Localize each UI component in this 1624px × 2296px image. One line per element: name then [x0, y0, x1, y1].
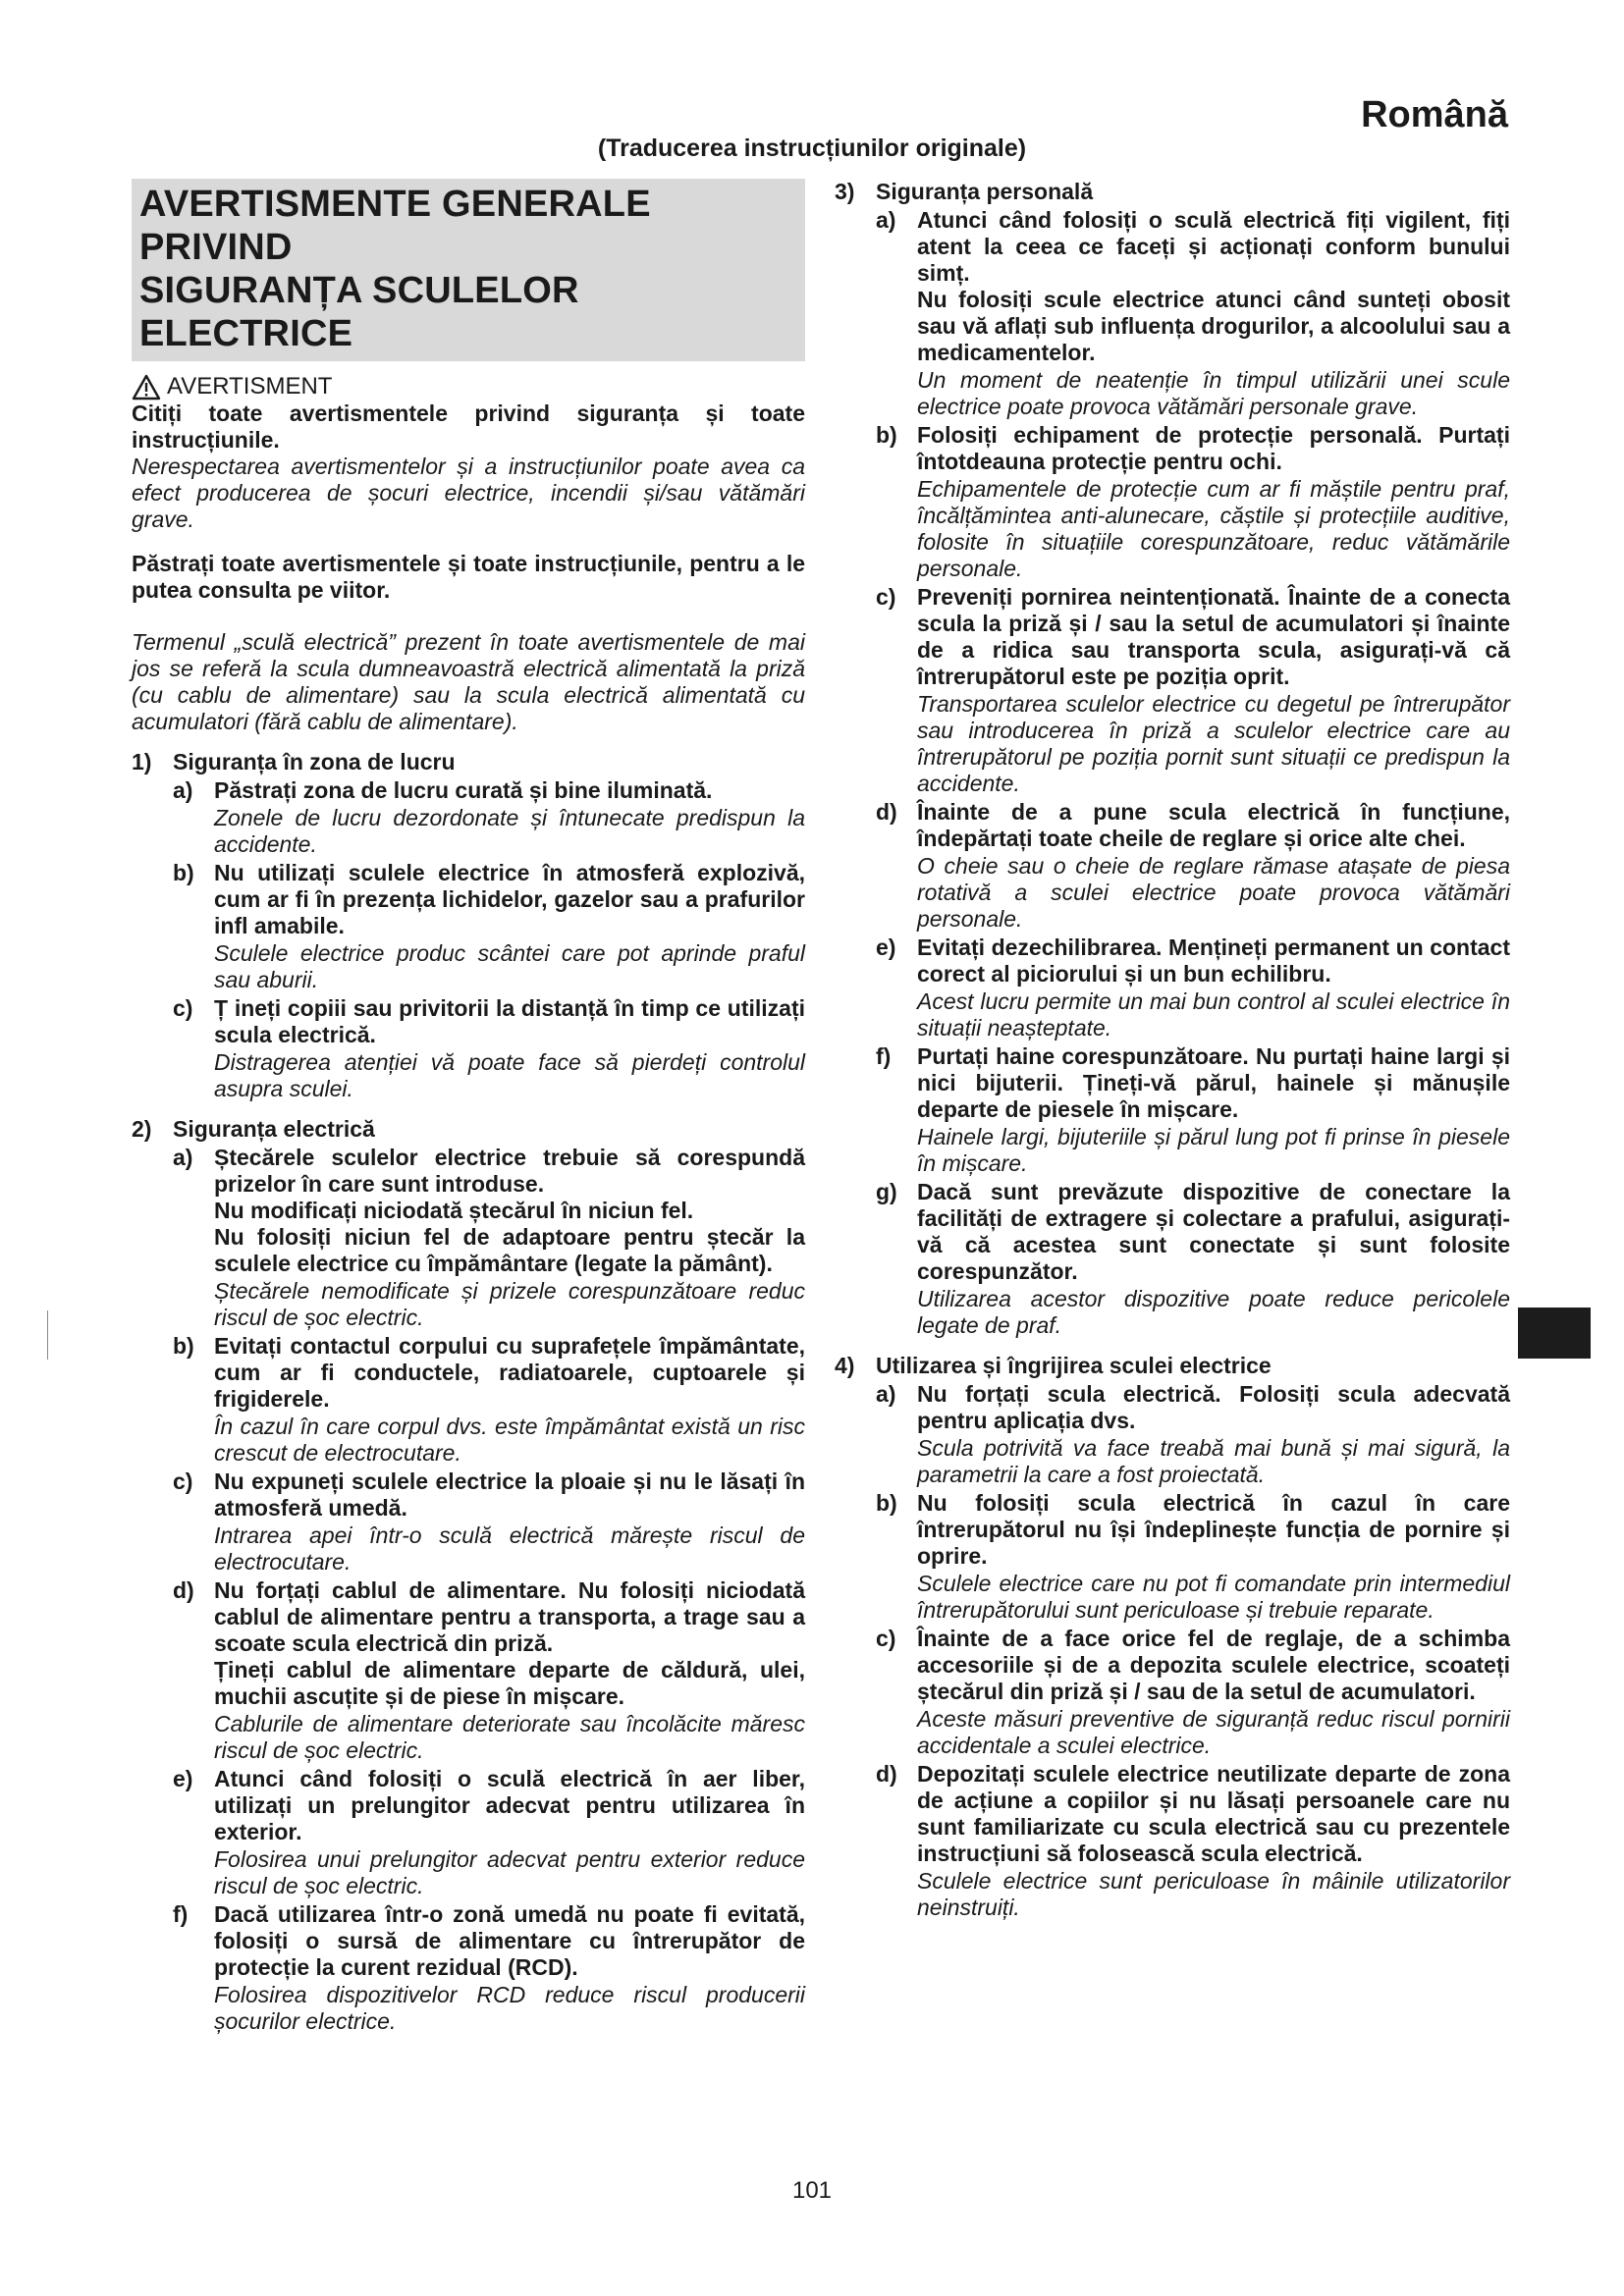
item-rule: Nu folosiți scula electrică în cazul în care întrerupătorul nu își îndeplinește funcția de pornire și oprire. [917, 1490, 1510, 1569]
item-rule: Înainte de a face orice fel de reglaje, de a schimba accesoriile și de a depozita sculele electrice, scoateți ștecărul din priză și / sau de la setul de acumulatori. [917, 1626, 1510, 1704]
section-number: 4) [835, 1353, 855, 1378]
item-note: Utilizarea acestor dispozitive poate reduce pericolele legate de praf. [917, 1286, 1510, 1338]
item-marker: d) [876, 1761, 897, 1787]
list-item [835, 799, 1510, 933]
item-rule: Evitați dezechilibrarea. Mențineți permanent un contact corect al piciorului și un bun echilibru. [917, 934, 1510, 987]
language-tab-marker [1518, 1308, 1591, 1359]
section-title: Siguranța personală [876, 179, 1094, 204]
item-note: Intrarea apei într-o sculă electrică mărește riscul de electrocutare. [214, 1522, 805, 1575]
item-marker: c) [173, 1468, 193, 1494]
term-definition: Termenul „sculă electrică” prezent în toate avertismentele de mai jos se referă la scula dumneavoastră electrică alimentată la priză (cu cablu de alimentare) sau la scula electrică alimentată cu acumulatori (fără cablu de alimentare). [132, 629, 805, 734]
item-note: Un moment de neatenție în timpul utilizării unei scule electrice poate provoca vătămări personale grave. [917, 367, 1510, 419]
item-marker: e) [876, 934, 896, 960]
item-note: Scula potrivită va face treabă mai bună și mai sigură, la parametrii la care a fost proiectată. [917, 1435, 1510, 1487]
list-item [835, 584, 1510, 797]
section-number: 3) [835, 179, 855, 204]
item-marker: c) [876, 584, 896, 610]
warning-heading [132, 373, 805, 400]
language-label: Română [1361, 94, 1508, 135]
item-marker: b) [173, 860, 194, 885]
item-note: Folosirea unui prelungitor adecvat pentru exterior reduce riscul de șoc electric. [214, 1846, 805, 1898]
item-marker: a) [173, 1145, 193, 1170]
list-item [132, 1901, 805, 2035]
list-item [132, 860, 805, 993]
page-number: 101 [791, 2177, 833, 2204]
left-column [132, 179, 805, 2035]
item-rule: Preveniți pornirea neintenționată. Înainte de a conecta scula la priză și / sau la setul de acumulatori și înainte de a ridica sau transporta scula, asigurați-vă că întrerupătorul este pe poziția oprit. [917, 584, 1510, 689]
item-rule: Nu forțați scula electrică. Folosiți scula adecvată pentru aplicația dvs. [917, 1381, 1510, 1433]
warning-label: AVERTISMENT [167, 373, 333, 400]
item-rule: Înainte de a pune scula electrică în funcțiune, îndepărtați toate cheile de reglare și orice alte chei. [917, 799, 1510, 851]
item-marker: d) [173, 1577, 194, 1603]
item-rule: Nu forțați cablul de alimentare. Nu folosiți niciodată cablul de alimentare pentru a transporta, a trage sau a scoate scula electrică din priză. [214, 1577, 805, 1656]
right-column [835, 179, 1510, 1921]
list-item [835, 934, 1510, 1041]
item-marker: f) [876, 1043, 892, 1069]
warning-triangle-icon [132, 374, 161, 400]
item-note: Echipamentele de protecție cum ar fi măștile pentru praf, încălțămintea anti-alunecare, căștile și protecțiile auditive, folosite în situațiile corespunzătoare, reduc vătămările personale. [917, 476, 1510, 581]
item-rule: Atunci când folosiți o sculă electrică în aer liber, utilizați un prelungitor adecvat pentru utilizarea în exterior. [214, 1766, 805, 1844]
item-rule: Ț ineți copiii sau privitorii la distanță în timp ce utilizați scula electrică. [214, 995, 805, 1047]
list-item [835, 1381, 1510, 1488]
section-number: 2) [132, 1116, 152, 1142]
item-note: Sculele electrice care nu pot fi comandate prin intermediul întrerupătorului sunt periculoase și trebuie reparate. [917, 1571, 1510, 1623]
item-marker: g) [876, 1179, 897, 1204]
list-item [835, 1761, 1510, 1921]
item-rule-2: Nu modificați niciodată ștecărul în niciun fel. [214, 1198, 694, 1223]
list-item [835, 422, 1510, 582]
item-rule-2: Nu folosiți scule electrice atunci când sunteți obosit sau vă aflați sub influența drogurilor, a alcoolului sau a medicamentelor. [917, 287, 1510, 365]
item-marker: a) [876, 1381, 896, 1407]
item-rule: Dacă utilizarea într-o zonă umedă nu poate fi evitată, folosiți o sursă de alimentare cu întrerupător de protecție la curent rezidual (RCD). [214, 1901, 805, 1980]
item-rule: Nu expuneți sculele electrice la ploaie și nu le lăsați în atmosferă umedă. [214, 1468, 805, 1521]
item-rule: Nu utilizați sculele electrice în atmosferă explozivă, cum ar fi în prezența lichidelor, gazelor sau a prafurilor infl amabile. [214, 860, 805, 938]
list-item [132, 1766, 805, 1899]
section-2-heading [132, 1116, 805, 1143]
item-marker: d) [876, 799, 897, 825]
margin-line [47, 1310, 48, 1360]
item-rule-3: Nu folosiți niciun fel de adaptoare pentru ștecăr la sculele electrice cu împământare (legate la pământ). [214, 1224, 805, 1276]
item-note: Sculele electrice produc scântei care pot aprinde praful sau aburii. [214, 940, 805, 992]
section-header-box [132, 179, 805, 361]
item-note: Folosirea dispozitivelor RCD reduce riscul producerii șocurilor electrice. [214, 1982, 805, 2034]
section-title: Siguranța electrică [173, 1116, 375, 1142]
read-all-instruction: Citiți toate avertismentele privind siguranța și toate instrucțiunile. [132, 400, 805, 453]
item-marker: b) [876, 422, 897, 448]
item-note: Zonele de lucru dezordonate și întunecate predispun la accidente. [214, 805, 805, 857]
item-rule: Purtați haine corespunzătoare. Nu purtați haine largi și nici bijuterii. Țineți-vă părul, hainele și mănușile departe de piesele în mișcare. [917, 1043, 1510, 1122]
header-title-line1: AVERTISMENTE GENERALE PRIVIND [139, 184, 651, 268]
list-item [835, 1490, 1510, 1624]
section-number: 1) [132, 749, 152, 774]
item-rule-2: Țineți cablul de alimentare departe de căldură, ulei, muchii ascuțite și de piese în mișcare. [214, 1657, 805, 1709]
read-all-note: Nerespectarea avertismentelor și a instrucțiunilor poate avea ca efect producerea de șocuri electrice, incendii și/sau vătămări grave. [132, 454, 805, 532]
item-marker: b) [173, 1333, 194, 1359]
item-rule: Atunci când folosiți o sculă electrică fiți vigilent, fiți atent la ceea ce faceți și acționați conform bunului simț. [917, 207, 1510, 286]
item-marker: a) [876, 207, 896, 233]
item-note: Sculele electrice sunt periculoase în mâinile utilizatorilor neinstruiți. [917, 1868, 1510, 1920]
section-4-heading [835, 1353, 1510, 1379]
item-rule: Păstrați zona de lucru curată și bine iluminată. [214, 777, 713, 803]
item-note: Transportarea sculelor electrice cu degetul pe întrerupător sau introducerea în priză a sculelor electrice care au întrerupătorul pe poziția pornit sunt situații ce predispun la accidente. [917, 691, 1510, 796]
list-item [835, 207, 1510, 420]
section-1-heading [132, 749, 805, 775]
item-note: O cheie sau o cheie de reglare rămase atașate de piesa rotativă a sculei electrice poate provoca vătămări personale. [917, 853, 1510, 932]
list-item [132, 995, 805, 1102]
list-item [132, 1145, 805, 1331]
item-rule: Depozitați sculele electrice neutilizate departe de zona de acțiune a copiilor și nu lăsați persoanele care nu sunt familiarizate cu scula electrică sau cu prezentele instrucțiuni să folosească scula electrică. [917, 1761, 1510, 1866]
item-marker: b) [876, 1490, 897, 1516]
item-note: Distragerea atenției vă poate face să pierdeți controlul asupra sculei. [214, 1049, 805, 1101]
item-rule: Ștecărele sculelor electrice trebuie să corespundă prizelor în care sunt introduse. [214, 1145, 805, 1197]
item-marker: e) [173, 1766, 193, 1791]
item-rule: Evitați contactul corpului cu suprafețele împământate, cum ar fi conductele, radiatoarele, cuptoarele și frigiderele. [214, 1333, 805, 1412]
item-note: Cablurile de alimentare deteriorate sau încolăcite măresc riscul de șoc electric. [214, 1711, 805, 1763]
header-title-line2: SIGURANȚA SCULELOR ELECTRICE [139, 270, 579, 354]
list-item [132, 1468, 805, 1575]
section-3-heading [835, 179, 1510, 205]
item-rule: Dacă sunt prevăzute dispozitive de conectare la facilități de extragere și colectare a prafului, asigurați-vă că acestea sunt conectate și sunt folosite corespunzător. [917, 1179, 1510, 1284]
item-marker: c) [876, 1626, 896, 1651]
section-title: Siguranța în zona de lucru [173, 749, 456, 774]
item-note: Ștecărele nemodificate și prizele corespunzătoare reduc riscul de șoc electric. [214, 1278, 805, 1330]
item-note: Hainele largi, bijuteriile și părul lung pot fi prinse în piesele în mișcare. [917, 1124, 1510, 1176]
item-marker: f) [173, 1901, 189, 1927]
list-item [132, 1577, 805, 1764]
item-note: Acest lucru permite un mai bun control al sculei electrice în situații neașteptate. [917, 988, 1510, 1041]
keep-instructions: Păstrați toate avertismentele și toate instrucțiunile, pentru a le putea consulta pe viitor. [132, 551, 805, 603]
item-note: În cazul în care corpul dvs. este împământat există un risc crescut de electrocutare. [214, 1414, 805, 1466]
document-subtitle: (Traducerea instrucțiunilor originale) [597, 134, 1027, 162]
list-item [132, 777, 805, 858]
item-marker: c) [173, 995, 193, 1021]
item-marker: a) [173, 777, 193, 803]
item-rule: Folosiți echipament de protecție personală. Purtați întotdeauna protecție pentru ochi. [917, 422, 1510, 474]
list-item [835, 1626, 1510, 1759]
list-item [835, 1043, 1510, 1177]
list-item [835, 1179, 1510, 1339]
section-title: Utilizarea și îngrijirea sculei electrice [876, 1353, 1272, 1378]
item-note: Aceste măsuri preventive de siguranță reduc riscul pornirii accidentale a sculei electrice. [917, 1706, 1510, 1758]
list-item [132, 1333, 805, 1467]
